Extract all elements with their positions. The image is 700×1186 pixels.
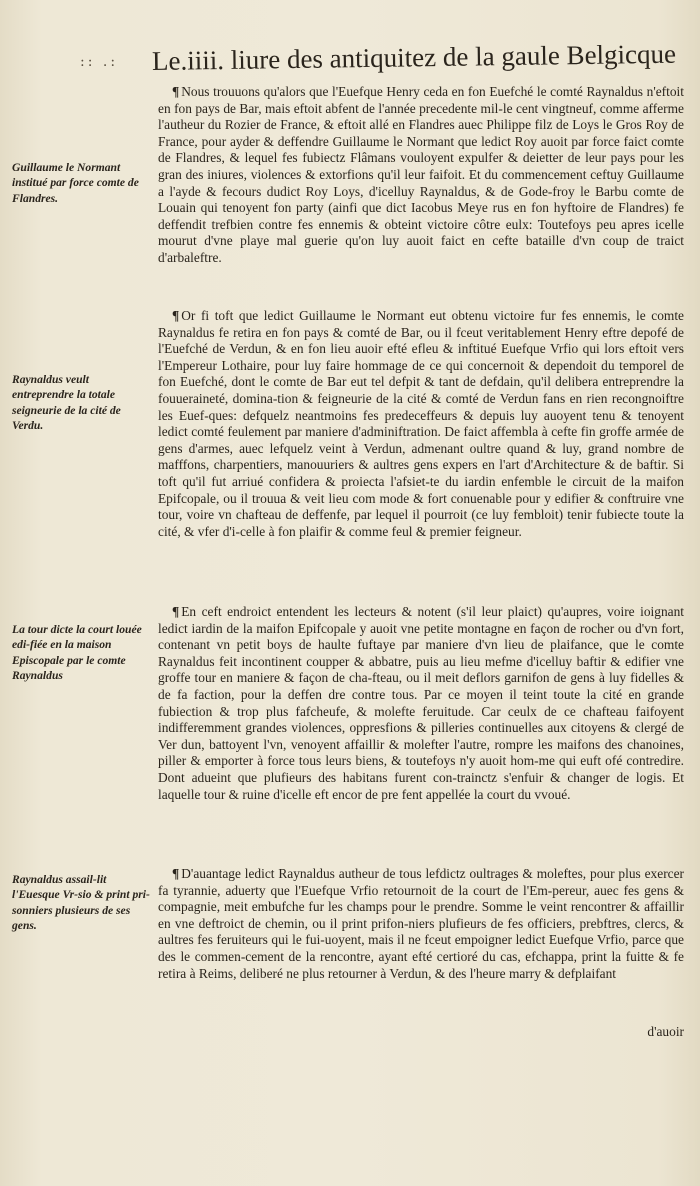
pilcrow-icon: ¶ (172, 604, 180, 619)
paragraph-text: Or fi toft que ledict Guillaume le Normant eut obtenu victoire fur fes ennemis, le comte Raynaldus fe retira en fon pays & comté de Bar, ou il fceut veritablement Henry eftre depofé de l'Euefché de Verdun, & en fon lieu auoir efté efleu & inftitué Euefque Vrfio qui lors eftoit vers l'Empereur Lothaire, pour luy faire hommage de ce qui concernoit & dependoit du temporel de fon Euefché, dont le comte de Bar eut tel defpit & tant de defdain, qu'il delibera entreprendre la fouueraineté, domina-tion & feigneurie de la cité & comté de Verdun fans en rien recongnoiftre les Euef-ques: defquelz neantmoins fes predeceffeurs & depuis luy auoyent tenu & tenoyent ledict comté feulement par maniere d'adminiftration. De faict affembla à cefte fin groffe armée de gens d'armes, auec lefquelz veint à Verdun, admenant oultre quand & luy, grand nombre de mafffons, charpentiers, manouuriers & aultres gens expers en l'art d'Architecture & de baftir. Si toft qu'il fut arriué confidera & proiecta l'afsiet-te du iardin enfemble le circuit de la maifon Epifcopale, ou il trouua & veit lieu com mode & fort conuenable pour y edifier & conftruire vne tour, voire vn chafteau de deffenfe, par lequel il pourroit (ce luy fembloit) tenir fubiecte toute la cité, & vfer d'i-celle à fon plaifir & comme feul & premier feigneur. (158, 308, 684, 539)
catchword: d'auoir (647, 1024, 684, 1039)
margin-note-tour: La tour dicte la court louée edi-fiée en la maison Episcopale par le comte Raynaldus (12, 623, 142, 683)
paragraph-text: D'auantage ledict Raynaldus autheur de tous lefdictz oultrages & moleftes, pour plus exercer fa tyrannie, aduerty que l'Euefque Vrfio retournoit de la court de l'Em-pereur, auec fes gens & compagnie, meit embufche fur les champs pour le prendre. Somme le veint rencontrer & affaillir en vne deftroict de chemin, ou il print prifon-niers plufieurs de fes officiers, prebftres, clercs, & aultres fes feruiteurs qui le fui-uoyent, mais il ne fceut empoigner ledict Euefque Vrfio, parce que des le commen-cement de la rencontre, ayant efté certioré du cas, efchappa, print la fuitte & fe retira à Reims, deliberé ne plus retourner à Verdun, & des l'heure marry & defplaifant (158, 866, 684, 981)
pilcrow-icon: ¶ (172, 866, 180, 881)
running-title: Le.iiii. liure des antiquitez de la gaule Belgicque (151, 38, 677, 76)
paragraph-3 (158, 604, 684, 803)
paragraph-1 (158, 84, 684, 267)
margin-note-raynaldus-seigneurie: Raynaldus veult entreprendre la totale seigneurie de la cité de Verdu. (12, 373, 121, 433)
margin-note-guillaume: Guillaume le Normant institué par force comte de Flandres. (12, 161, 139, 205)
pilcrow-icon: ¶ (172, 84, 180, 99)
margin-note-assault: Raynaldus assail-lit l'Euesque Vr-sio & print pri-sonniers plusieurs de ses gens. (12, 873, 150, 933)
folio-mark: :: .: (80, 54, 119, 70)
paragraph-text: En ceft endroict entendent les lecteurs & notent (s'il leur plaict) qu'aupres, voire ioignant ledict iardin de la maifon Epifcopale y auoit vne petite montagne en façon de rocher ou d'vn fort, contenant vn petit boys de haulte fuftaye par maniere d'vn lieu de plaifance, que le comte Raynaldus feit incontinent coupper & abbatre, puis au lieu mefme d'icelluy baftir & edifier vne groffe tour en maniere & façon de cha-fteau, ou il meit deflors garnifon de gens à luy fidelles & de fa faction, pour la deffen dre contre tous. Par ce moyen il teint toute la cité en grande fubiection & trop plus fafcheufe, & molefte feruitude. Car ceulx de ce chafteau faifoyent indifferemment grandes violences, oppresfions & pilleries continuelles aux citoyens & clergé de Ver dun, battoyent l'vn, venoyent affaillir & molefter l'autre, rompre les maifons des chanoines, piller & emporter à force tous leurs biens, & toutefoys n'y auoit hom-me qui euft ofé contredire. Dont adueint que plufieurs des habitans furent con-trainctz s'enfuir & changer de logis. Et laquelle tour & ruine d'icelle eft encor de pre fent appellée la court du vvoué. (158, 604, 684, 802)
paragraph-text: Nous trouuons qu'alors que l'Euefque Henry ceda en fon Euefché le comté Raynaldus n'eftoit en fon pays de Bar, mais eftoit abfent de l'année precedente mil-le cent vingtneuf, comme afferme l'autheur du Rozier de France, & eftoit allé en Flandres auec Philippe filz de Loys le Gros Roy de France, pour ayder & deffendre Guillaume le Normant que ledict Roy auoit par force faict comte de Flandres, & lequel fes fubiectz Flâmans vouloyent expulfer & deietter de leur pays pour les gran des iniures, violences & extorfions qu'il leur faifoit. Et du commencement ceftuy Guillaume a l'ayde & fecours dudict Roy Loys, d'icelluy Raynaldus, & de Gode-froy le Barbu comte de Louain qui tenoyent fon party (ainfi que dict Iacobus Meye rus en fon hyftoire de Flandres) fe deffendit trefbien contre fes ennemis & obteint victoire côtre eulx: Toutefoys peu apres icelle mourut d'vne playe mal guerie qu'on luy auoit faict en cefte bataille d'vn coup de traict d'arbaleftre. (158, 84, 684, 265)
paragraph-4 (158, 866, 684, 982)
paragraph-2 (158, 308, 684, 540)
page-header (80, 40, 680, 82)
pilcrow-icon: ¶ (172, 308, 180, 323)
